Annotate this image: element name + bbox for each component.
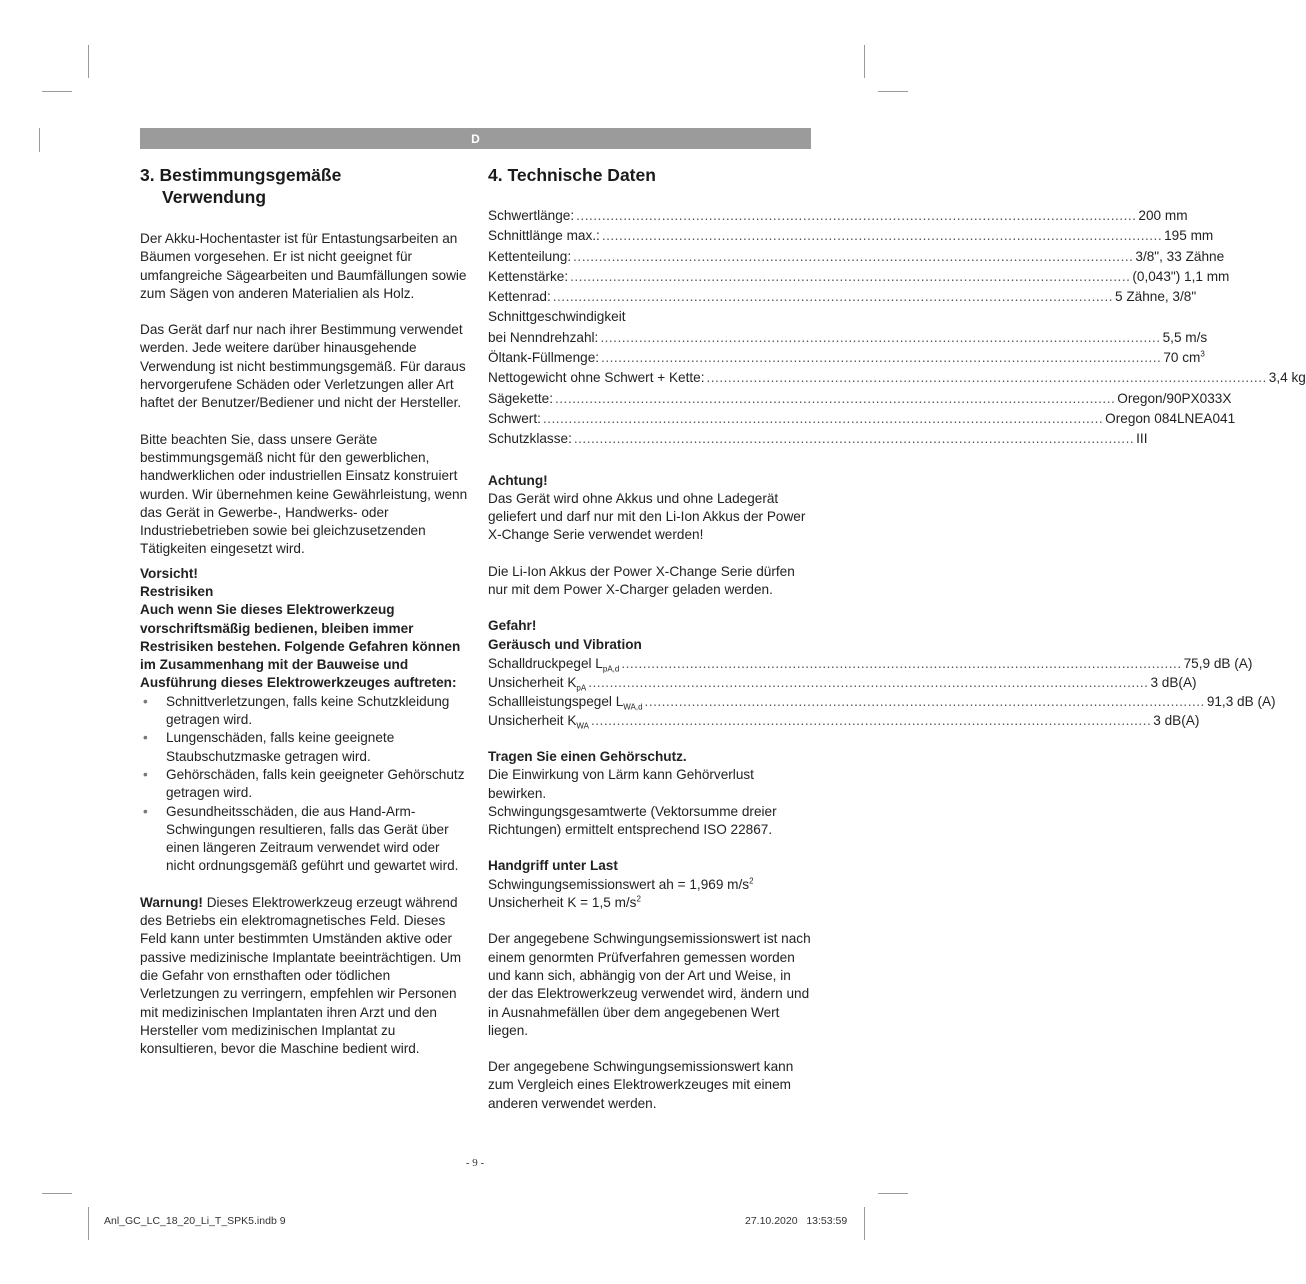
noise-row: Schalldruckpegel $L_{pA,d}$ ..... 75,9 dB (A)	[488, 654, 813, 673]
noise-row: Unsicherheit $K_{WA}$ ..... 3 dB(A)	[488, 711, 813, 730]
spec-row: Schwert: ..... Oregon 084LNEA041	[488, 409, 813, 429]
list-item: • Schnittverletzungen, falls keine Schutzkleidung getragen wird.	[140, 693, 470, 730]
crop-mark	[39, 128, 40, 152]
noise-row: Schallleistungspegel $L_{WA,d}$ ..... 91,3 dB (A)	[488, 692, 813, 711]
footer-time: 13:53:59	[806, 1215, 848, 1227]
heading-line-2: Verwendung	[162, 187, 267, 207]
language-header-bar	[140, 128, 811, 149]
section-heading-technical-data: 4. Technische Daten	[488, 165, 656, 185]
vibration-total-text: Schwingungsgesamtwerte (Vektorsumme dreier Richtungen) ermittelt entsprechend ISO 22867.	[488, 803, 777, 838]
crop-mark	[88, 45, 89, 78]
spec-row: Kettenstärke: ..... (0,043") 1,1 mm	[488, 267, 813, 287]
noise-row: Unsicherheit $K_{pA}$ ..... 3 dB(A)	[488, 673, 813, 692]
usage-restriction-paragraph: Das Gerät darf nur nach ihrer Bestimmung verwendet werden. Jede weitere darüber hinausgehende Verwendung ist nicht bestimmungsgemäß. Für daraus hervorgerufene Schäden oder Verletzungen aller Art haftet der Benutzer/Bediener und nicht der Hersteller.	[140, 322, 466, 411]
spec-row: Sägekette: ..... Oregon/90PX033X	[488, 389, 813, 409]
commercial-use-paragraph: Bitte beachten Sie, dass unsere Geräte bestimmungsgemäß nicht für den gewerblichen, handwerklichen oder industriellen Einsatz konstruiert wurden. Wir übernehmen keine Gewährleistung, wenn das Gerät in Gewerbe-, Handwerks- oder Industriebetrieben sowie bei gleichzusetzenden Tätigkeiten eingesetzt wird.	[140, 431, 468, 557]
residual-risks-intro: Auch wenn Sie dieses Elektrowerkzeug vorschriftsmäßig bedienen, bleiben immer Restrisiken bestehen. Folgende Gefahren können im Zusammenhang mit der Bauweise und Ausführung dieses Elektrowerkzeuges auftreten:	[140, 602, 461, 691]
intended-use-paragraph: Der Akku-Hochentaster ist für Entastungsarbeiten an Bäumen vorgesehen. Er ist nicht geeignet für umfangreiche Sägearbeiten und Baumfällungen sowie zum Sägen von anderen Materialien als Holz.	[140, 231, 467, 301]
risk-list	[140, 693, 470, 876]
language-code: D	[471, 131, 480, 146]
left-column	[140, 164, 470, 1058]
emission-paragraph-1: Der angegebene Schwingungsemissionswert ist nach einem genormten Prüfverfahren gemessen worden und kann sich, abhängig von der Art und Weise, in der das Elektrowerkzeug verwendet wird, ändern und in Ausnahmefällen über dem angegebenen Wert liegen.	[488, 931, 811, 1038]
li-ion-text: Die Li-Ion Akkus der Power X-Change Serie dürfen nur mit dem Power X-Charger geladen werden.	[488, 563, 795, 598]
spec-row: Schnittlänge max.: ..... 195 mm	[488, 226, 813, 246]
warning-text: Dieses Elektrowerkzeug erzeugt während des Betriebs ein elektromagnetisches Feld. Dieses Feld kann unter bestimmten Umständen aktive oder passive medizinische Implantate beeinträchtigen. Um die Gefahr von ernsthaften oder tödlichen Verletzungen zu verringern, empfehlen wir Personen mit medizinischen Implantaten ihren Arzt und den Hersteller vom medizinischen Implantat zu konsultieren, bevor die Maschine bedient wird.	[140, 894, 462, 1057]
list-item: • Gesundheitsschäden, die aus Hand-Arm-Schwingungen resultieren, falls das Gerät über einen längeren Zeitraum verwendet wird oder nicht ordnungsgemäß geführt und gewartet wird.	[140, 803, 470, 876]
footer-datetime	[745, 1215, 847, 1227]
crop-mark	[864, 45, 865, 78]
noise-vibration-title: Geräusch und Vibration	[488, 636, 642, 652]
attention-text: Das Gerät wird ohne Akkus und ohne Ladegerät geliefert und darf nur mit den Li-Ion Akkus der Power X-Change Serie verwendet werden!	[488, 490, 806, 543]
handle-emission-value: Schwingungsemissionswert ah = 1,969 $m/s^2$	[488, 876, 754, 892]
handle-under-load-title: Handgriff unter Last	[488, 858, 618, 874]
spec-row: Kettenrad: ..... 5 Zähne, 3/8"	[488, 287, 813, 307]
spec-row: Nettogewicht ohne Schwert + Kette: ..... 3,4 kg	[488, 368, 813, 388]
spec-row: Kettenteilung: ..... 3/8", 33 Zähne	[488, 247, 813, 267]
page-number: - 9 -	[465, 1157, 485, 1169]
footer-filename: Anl_GC_LC_18_20_Li_T_SPK5.indb 9	[104, 1215, 286, 1227]
footer-date: 27.10.2020	[745, 1215, 798, 1227]
hearing-protection-title: Tragen Sie einen Gehörschutz.	[488, 748, 687, 764]
residual-risks-title: Restrisiken	[140, 583, 214, 599]
crop-mark	[42, 91, 72, 92]
heading-line-1: 3. Bestimmungsgemäße	[140, 165, 342, 185]
list-item: • Lungenschäden, falls keine geeignete Staubschutzmaske getragen wird.	[140, 729, 470, 766]
spec-row: Schwertlänge: ..... 200 mm	[488, 206, 813, 226]
spec-row: Schutzklasse: ..... III	[488, 429, 813, 449]
crop-mark	[878, 1193, 908, 1194]
danger-title: Gefahr!	[488, 618, 537, 634]
crop-mark	[42, 1193, 72, 1194]
crop-mark	[88, 1207, 89, 1240]
spec-row-cut-speed-title: Schnittgeschwindigkeit	[488, 309, 626, 325]
attention-title: Achtung!	[488, 472, 548, 488]
warning-paragraph	[140, 894, 470, 1059]
caution-title: Vorsicht!	[140, 565, 198, 581]
handle-uncertainty-value: Unsicherheit K = 1,5 $m/s^2$	[488, 894, 641, 911]
section-heading-intended-use	[140, 164, 470, 208]
crop-mark	[864, 1207, 865, 1240]
spec-row: bei Nenndrehzahl: ..... 5,5 m/s	[488, 328, 813, 348]
warning-label: Warnung!	[140, 894, 203, 910]
spec-row: Öltank-Füllmenge: ..... 70 $cm^3$	[488, 348, 813, 368]
list-item: • Gehörschäden, falls kein geeigneter Gehörschutz getragen wird.	[140, 766, 470, 803]
right-column	[488, 164, 1306, 1113]
hearing-text: Die Einwirkung von Lärm kann Gehörverlust bewirken.	[488, 767, 754, 801]
crop-mark	[878, 91, 908, 92]
emission-paragraph-2: Der angegebene Schwingungsemissionswert kann zum Vergleich eines Elektrowerkzeuges mit einem anderen verwendet werden.	[488, 1059, 794, 1111]
